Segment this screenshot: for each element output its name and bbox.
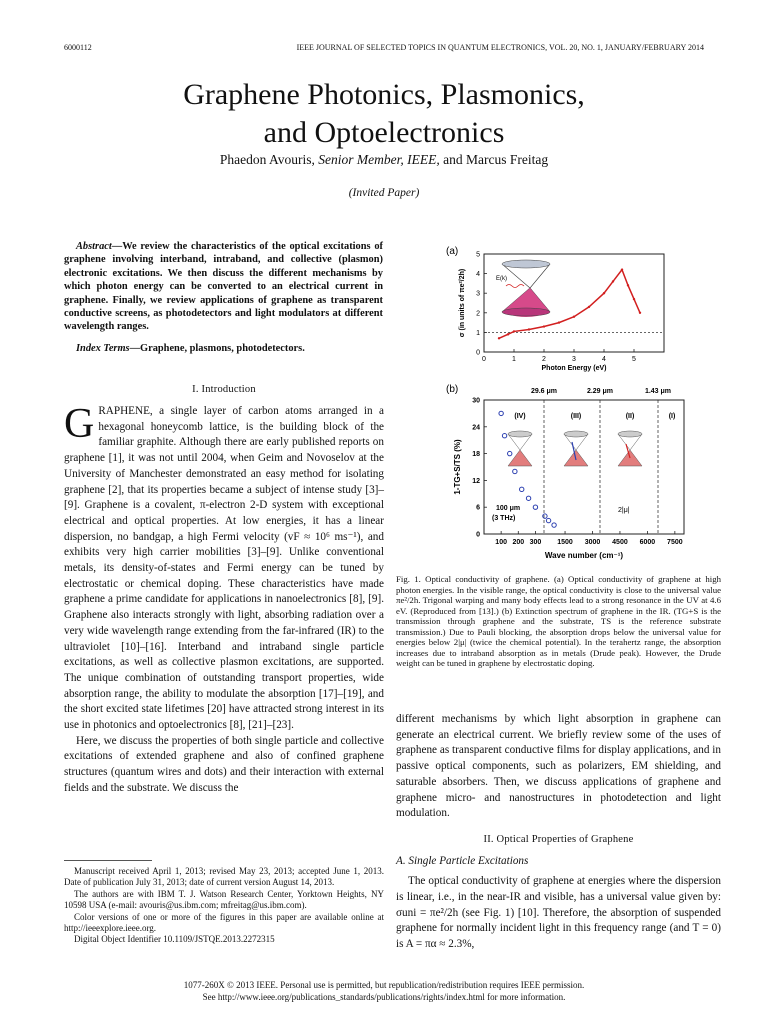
panel-a-ytick-label: 4: [476, 271, 480, 279]
conductivity-point: [498, 337, 500, 339]
intro-body: [64, 401, 384, 797]
panel-b-xtick-label: 4500: [612, 539, 628, 546]
footnote-received: Manuscript received April 1, 2013; revised May 23, 2013; accepted June 1, 2013. Date of publication July 31, 2013; date of current version August 14, 2013.: [64, 866, 384, 888]
panel-a-ytick-label: 2: [476, 310, 480, 318]
panel-a-ytick-label: 5: [476, 251, 480, 259]
extinction-point: [520, 487, 524, 491]
panel-b-xlabel: Wave number (cm⁻¹): [544, 551, 624, 560]
intro-paragraph-2: Here, we discuss the properties of both single particle and collective excitations of extended graphene and also of confined graphene structures (quantum wires and dots) and their interaction with external fields and the substrate. We discuss the: [64, 734, 384, 794]
panel-b-label: (b): [446, 384, 459, 395]
section-1-heading: I. Introduction: [192, 384, 256, 395]
panel-b-xtick-label: 300: [529, 539, 542, 546]
panel-b-ytick-label: 30: [472, 397, 480, 405]
dirac-cone-inset: [496, 260, 550, 317]
cone-icon-iii: [564, 431, 588, 466]
extinction-point: [533, 505, 537, 509]
extinction-point: [546, 518, 550, 522]
page-number: 6000112: [64, 43, 92, 52]
conductivity-point: [543, 325, 545, 327]
author-2: and Marcus Freitag: [443, 152, 549, 167]
extinction-point: [526, 496, 530, 500]
title-line-2: and Optoelectronics: [263, 116, 505, 149]
panel-b-xtick-label: 1500: [557, 539, 573, 546]
footnote-rule: [64, 860, 152, 861]
panel-b-ytick-label: 24: [472, 424, 480, 432]
conductivity-point: [588, 306, 590, 308]
conductivity-point: [513, 330, 515, 332]
panel-b-xtick-label: 7500: [667, 539, 683, 546]
footnote-doi: Digital Object Identifier 10.1109/JSTQE.2013.2272315: [74, 934, 275, 945]
authors: [0, 152, 768, 168]
wavelength-label-3: 1.43 μm: [644, 388, 672, 395]
conductivity-point: [558, 321, 560, 323]
panel-a-chart: [459, 252, 664, 373]
conductivity-point: [612, 280, 614, 282]
panel-b-yticks: [472, 398, 487, 539]
panel-a-xticks: [482, 349, 636, 363]
conductivity-point: [573, 316, 575, 318]
wavelength-label-2: 2.29 μm: [586, 388, 614, 395]
cone-icon-ii: [618, 431, 642, 466]
conductivity-point: [639, 312, 641, 314]
panel-a-frame: [484, 254, 664, 352]
figure-caption: Fig. 1. Optical conductivity of graphene. (a) Optical conductivity of graphene at high photon energies. In the visible range, the optical conductivity is close to the universal value πe²/2h. Trigonal warping and many body effects lead to a strong resonance in the UV at 4.6 eV. (Reproduced from [13].) (b) Extinction spectrum of graphene in the IR. (TG+S is the transmission through graphene and the substrate, TS is the reference substrate transmission.) Due to Pauli blocking, the absorption drops below the universal value for energies below 2|μ| (twice the chemical potential). In the terahertz range, the absorption increases due to intraband absorption as in metals (Drude peak). However, the Drude weight can be tuned in graphene by electrostatic doping.: [396, 574, 721, 668]
panel-a-ytick-label: 0: [476, 349, 480, 357]
annotation-thz-2: (3 THz): [492, 515, 516, 522]
subsection-a-paragraph: The optical conductivity of graphene at energies where the dispersion is linear, i.e., in the near-IR and visible, has a universal value given by: σuni = πe²/2h (see Fig. 1) [10]. Therefore, the absorption of suspended graphene for normally incident light in this frequency range (and T = 0) is A = πα ≈ 2.3%,: [396, 875, 721, 951]
region-label-i: (I): [668, 413, 676, 420]
conductivity-point: [627, 284, 629, 286]
panel-b-ylabel: 1-TG+S/TS (%): [453, 439, 462, 495]
conductivity-point: [633, 298, 635, 300]
journal-header: IEEE JOURNAL OF SELECTED TOPICS IN QUANTUM ELECTRONICS, VOL. 20, NO. 1, JANUARY/FEBRUARY 2014: [296, 43, 704, 52]
index-terms-text: —Graphene, plasmons, photodetectors.: [129, 342, 305, 354]
footnote-affiliation: The authors are with IBM T. J. Watson Research Center, Yorktown Heights, NY 10598 USA (e-mail: avouris@us.ibm.com; mfreitag@us.ibm.com).: [64, 888, 384, 911]
conductivity-point: [621, 268, 623, 270]
panel-b-ytick-label: 0: [476, 531, 480, 539]
panel-a-label: (a): [446, 246, 459, 257]
section-2-heading: II. Optical Properties of Graphene: [483, 833, 634, 845]
conductivity-point: [603, 292, 605, 294]
right-column-body: [396, 712, 721, 953]
abstract: [64, 240, 383, 355]
annotation-thz-1: 100 μm: [496, 505, 521, 512]
panel-a-xlabel: Photon Energy (eV): [541, 365, 607, 372]
abstract-label: Abstract: [76, 241, 112, 252]
continued-paragraph: different mechanisms by which light absorption in graphene can generate an electrical current. We briefly review some of the uses of graphene as transparent conductive films for display applications, and in passive optical components, such as polarizers, EM shielding, and saturable absorbers. Then, we discuss applications of graphene and graphene micro- and nanostructures in photodetection and light modulation.: [396, 713, 721, 820]
panel-a-ylabel: σ (in units of πe²/2h): [459, 268, 466, 338]
extinction-point: [508, 451, 512, 455]
panel-a-xtick-label: 4: [602, 356, 606, 363]
panel-b-ytick-label: 6: [476, 504, 480, 512]
footnote-color: Color versions of one or more of the figures in this paper are available online at http://ieeexplore.ieee.org.: [64, 911, 384, 934]
abstract-text: —We review the characteristics of the optical excitations of graphene involving interband, intraband, and collective (plasmon) electronic excitations. We then discuss the different mechanisms by which photon energy can be converted to an electrical current in graphene. Finally, we review applications of graphene as transparent conductive screens, as photodetectors and light modulators at different wavelength ranges.: [64, 241, 383, 333]
extinction-point: [499, 411, 503, 415]
region-label-ii: (II): [625, 413, 635, 420]
inset-label: E(k): [496, 276, 507, 282]
region-label-iii: (III): [570, 413, 582, 420]
panel-b-ytick-label: 12: [472, 477, 480, 485]
author-1-role: Senior Member, IEEE,: [318, 152, 440, 167]
panel-b-chart: [453, 388, 684, 560]
panel-a-yticks: [476, 252, 487, 357]
title-line-1: Graphene Photonics, Plasmonics,: [183, 78, 585, 111]
panel-b-xtick-label: 3000: [584, 539, 601, 546]
extinction-point: [543, 514, 547, 518]
extinction-point: [513, 469, 517, 473]
author-1: Phaedon Avouris,: [219, 152, 315, 167]
panel-b-xtick-label: 100: [495, 539, 507, 546]
panel-b-frame: [484, 400, 684, 534]
panel-a-xtick-label: 1: [512, 356, 516, 363]
conductivity-point: [528, 328, 530, 330]
wavelength-label-1: 29.6 μm: [530, 388, 558, 395]
copyright-notice: [0, 979, 768, 1003]
intro-paragraph-1: RAPHENE, a single layer of carbon atoms arranged in a hexagonal honeycomb lattice, is the building block of the familiar graphite. Although there are early published reports on graphene [1], it was not until 2004, when Geim and Novoselov at the University of Manchester demonstrated an easy method for isolating graphene [2], that its properties became a subject of intense study [3]–[9]. Graphene is a covalent, π-electron 2-D system with exceptional electrical and optical properties. At low energies, it has a linear dispersion, no bandgap, a high Fermi velocity (vF ≈ 10⁶ ms⁻¹), and exhibits very high carrier mobilities [3]–[9]. Unlike conventional metals, its density-of-states and Fermi energy can be tuned by electrostatic or chemical doping. These characteristics have made graphene a prime candidate for applications in nanoelectronics [8], [9]. Graphene also interacts strongly with light, absorbing radiation over a very wide wavelength range extending from the far-infrared (IR) to the ultraviolet [10]–[16]. Interband and intraband single particle excitations, as well as collective plasmon excitations, are supported. The unique combination of outstanding transport properties, wide absorption range, the ability to modulate the absorption [17]–[19], and the short excited state lifetimes [20] have attracted strong interest in its use in photonics and optoelectronics [8], [21]–[23].: [64, 405, 384, 732]
panel-b-ytick-label: 18: [472, 451, 480, 459]
panel-a-xtick-label: 2: [542, 356, 546, 363]
conductivity-point: [507, 333, 509, 335]
panel-a-xtick-label: 5: [632, 356, 636, 363]
footnotes: [64, 866, 384, 946]
panel-b-xtick-label: 200: [512, 539, 525, 546]
subsection-a-heading: A. Single Particle Excitations: [396, 854, 529, 867]
extinction-point: [552, 523, 556, 527]
panel-b-xticks: [495, 531, 682, 546]
copyright-line-1: 1077-260X © 2013 IEEE. Personal use is permitted, but republication/redistribution requires IEEE permission.: [183, 980, 585, 990]
copyright-line-2: See http://www.ieee.org/publications_standards/publications/rights/index.html for more information.: [202, 992, 566, 1002]
cone-icon-iv: [508, 431, 532, 466]
panel-a-ytick-label: 1: [476, 329, 480, 337]
extinction-point: [502, 434, 506, 438]
index-terms-label: Index Terms: [76, 342, 130, 354]
figure-1: [440, 236, 730, 566]
panel-a-xtick-label: 3: [572, 356, 576, 363]
panel-a-xtick-label: 0: [482, 356, 486, 363]
paper-title: [0, 76, 768, 152]
annotation-2mu: 2|μ|: [618, 507, 630, 514]
panel-b-xtick-label: 6000: [639, 539, 656, 546]
drop-cap: G: [64, 401, 95, 447]
region-label-iv: (IV): [514, 413, 526, 420]
panel-a-ytick-label: 3: [476, 290, 480, 298]
invited-paper-note: (Invited Paper): [348, 187, 420, 199]
